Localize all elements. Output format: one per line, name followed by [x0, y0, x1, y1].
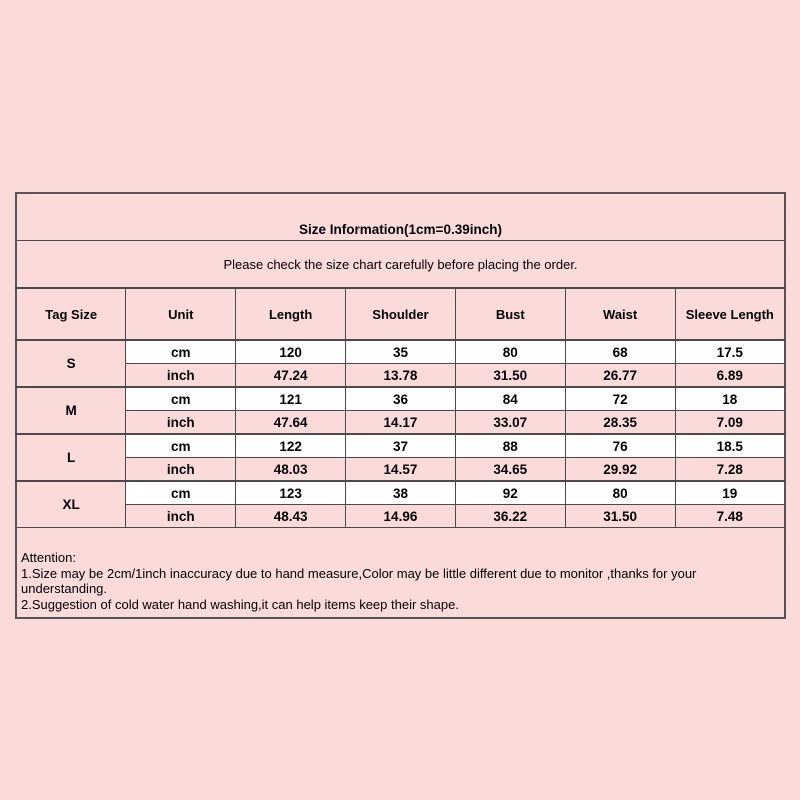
unit-cell-xl-inch: inch: [126, 505, 236, 528]
value-xl-cm-shoulder: 38: [346, 481, 456, 505]
unit-cell-s-inch: inch: [126, 364, 236, 388]
value-s-cm-shoulder: 35: [346, 340, 456, 364]
column-header-length: Length: [236, 288, 346, 340]
size-chart-table: [15, 192, 786, 619]
size-row-xl-cm: [16, 481, 785, 505]
attention-line-1: 1.Size may be 2cm/1inch inaccuracy due to hand measure,Color may be little different due to monitor ,thanks for your understanding.: [21, 565, 697, 596]
value-xl-inch-shoulder: 14.96: [346, 505, 456, 528]
size-row-s-cm: [16, 340, 785, 364]
value-xl-inch-waist: 31.50: [565, 505, 675, 528]
value-s-cm-bust: 80: [455, 340, 565, 364]
size-row-m-inch: [16, 411, 785, 435]
unit-cell-l-inch: inch: [126, 458, 236, 482]
value-m-cm-shoulder: 36: [346, 387, 456, 411]
column-header-bust: Bust: [455, 288, 565, 340]
value-m-cm-length: 121: [236, 387, 346, 411]
attention-line-2: 2.Suggestion of cold water hand washing,it can help items keep their shape.: [21, 596, 459, 612]
size-row-xl-inch: [16, 505, 785, 528]
unit-cell-s-cm: cm: [126, 340, 236, 364]
value-xl-inch-bust: 36.22: [455, 505, 565, 528]
value-s-inch-sleeve-length: 6.89: [675, 364, 785, 388]
tag-size-m: M: [16, 387, 126, 434]
value-m-inch-length: 47.64: [236, 411, 346, 435]
unit-cell-m-cm: cm: [126, 387, 236, 411]
value-m-inch-sleeve-length: 7.09: [675, 411, 785, 435]
value-l-inch-waist: 29.92: [565, 458, 675, 482]
value-s-inch-length: 47.24: [236, 364, 346, 388]
column-header-sleeve-length: Sleeve Length: [675, 288, 785, 340]
column-header-tag-size: Tag Size: [16, 288, 126, 340]
unit-cell-l-cm: cm: [126, 434, 236, 458]
value-l-inch-bust: 34.65: [455, 458, 565, 482]
size-table: [15, 192, 786, 619]
tag-size-l: L: [16, 434, 126, 481]
column-header-waist: Waist: [565, 288, 675, 340]
size-row-l-cm: [16, 434, 785, 458]
value-s-inch-shoulder: 13.78: [346, 364, 456, 388]
attention-note: [16, 528, 785, 619]
tag-size-xl: XL: [16, 481, 126, 528]
value-l-inch-shoulder: 14.57: [346, 458, 456, 482]
size-chart-title: Size Information(1cm=0.39inch): [16, 193, 785, 241]
value-xl-cm-bust: 92: [455, 481, 565, 505]
attention-row: [16, 528, 785, 619]
value-s-inch-bust: 31.50: [455, 364, 565, 388]
size-row-m-cm: [16, 387, 785, 411]
value-xl-inch-length: 48.43: [236, 505, 346, 528]
value-m-inch-waist: 28.35: [565, 411, 675, 435]
value-s-cm-waist: 68: [565, 340, 675, 364]
column-header-unit: Unit: [126, 288, 236, 340]
title-row: [16, 193, 785, 241]
tag-size-s: S: [16, 340, 126, 387]
value-s-inch-waist: 26.77: [565, 364, 675, 388]
value-l-inch-sleeve-length: 7.28: [675, 458, 785, 482]
value-l-cm-length: 122: [236, 434, 346, 458]
value-s-cm-sleeve-length: 17.5: [675, 340, 785, 364]
value-l-cm-shoulder: 37: [346, 434, 456, 458]
column-header-shoulder: Shoulder: [346, 288, 456, 340]
value-m-cm-waist: 72: [565, 387, 675, 411]
value-xl-cm-length: 123: [236, 481, 346, 505]
value-xl-cm-sleeve-length: 19: [675, 481, 785, 505]
size-chart-subtitle: Please check the size chart carefully before placing the order.: [16, 241, 785, 289]
size-row-l-inch: [16, 458, 785, 482]
value-s-cm-length: 120: [236, 340, 346, 364]
value-l-cm-bust: 88: [455, 434, 565, 458]
value-m-cm-sleeve-length: 18: [675, 387, 785, 411]
value-m-inch-bust: 33.07: [455, 411, 565, 435]
value-xl-cm-waist: 80: [565, 481, 675, 505]
subtitle-row: [16, 241, 785, 289]
column-header-row: [16, 288, 785, 340]
value-m-cm-bust: 84: [455, 387, 565, 411]
value-xl-inch-sleeve-length: 7.48: [675, 505, 785, 528]
attention-heading: Attention:: [21, 550, 76, 565]
unit-cell-m-inch: inch: [126, 411, 236, 435]
value-l-inch-length: 48.03: [236, 458, 346, 482]
value-l-cm-waist: 76: [565, 434, 675, 458]
unit-cell-xl-cm: cm: [126, 481, 236, 505]
value-l-cm-sleeve-length: 18.5: [675, 434, 785, 458]
value-m-inch-shoulder: 14.17: [346, 411, 456, 435]
size-row-s-inch: [16, 364, 785, 388]
